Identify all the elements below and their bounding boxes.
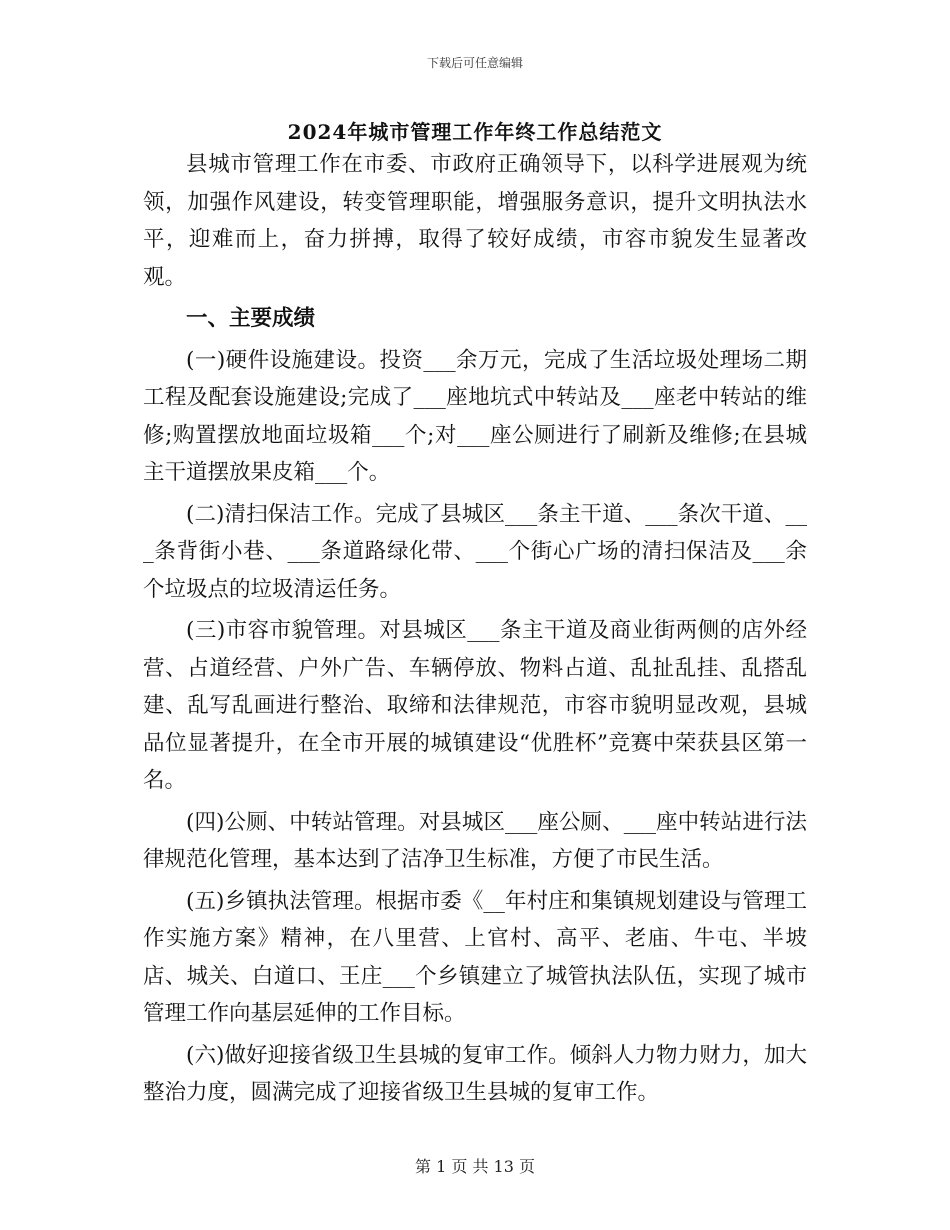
section-heading: 一、主要成绩 — [186, 306, 316, 331]
paragraph-township-enforcement: (五)乡镇执法管理。根据市委《__年村庄和集镇规划建设与管理工作实施方案》精神，在八里营、上官村、高平、老庙、牛屯、半坡店、城关、白道口、王庄___个乡镇建立了城管执法队伍，实现了城市管理工作向基层延伸的工作目标。 — [143, 888, 807, 1026]
paragraph-city-appearance: (三)市容市貌管理。对县城区___条主干道及商业街两侧的店外经营、占道经营、户外广告、车辆停放、物料占道、乱扯乱挂、乱搭乱建、乱写乱画进行整治、取缔和法律规范，市容市貌明显改观，县城品位显著提升，在全市开展的城镇建设“优胜杯”竞赛中荣获县区第一名。 — [143, 618, 807, 793]
document-body — [143, 146, 807, 1116]
document-title: 2024年城市管理工作年终工作总结范文 — [287, 120, 663, 144]
paragraph-cleaning: (二)清扫保洁工作。完成了县城区___条主干道、___条次干道、___条背街小巷、___条道路绿化带、___个街心广场的清扫保洁及___余个垃圾点的垃圾清运任务。 — [143, 501, 807, 602]
paragraph-hardware: (一)硬件设施建设。投资___余万元，完成了生活垃圾处理场二期工程及配套设施建设;完成了___座地坑式中转站及___座老中转站的维修;购置摆放地面垃圾箱___个;对___座公厕进行了刷新及维修;在县城主干道摆放果皮箱___个。 — [143, 347, 807, 485]
header-note: 下载后可任意编辑 — [426, 56, 523, 70]
paragraph-toilets: (四)公厕、中转站管理。对县城区___座公厕、___座中转站进行法律规范化管理，基本达到了洁净卫生标准，方便了市民生活。 — [143, 809, 807, 872]
paragraph-health-review: (六)做好迎接省级卫生县城的复审工作。倾斜人力物力财力，加大整治力度，圆满完成了迎接省级卫生县城的复审工作。 — [143, 1042, 807, 1105]
page-number: 第 1 页 共 13 页 — [415, 1157, 535, 1176]
intro-paragraph: 县城市管理工作在市委、市政府正确领导下，以科学进展观为统领，加强作风建设，转变管理职能，增强服务意识，提升文明执法水平，迎难而上，奋力拼搏，取得了较好成绩，市容市貌发生显著改观。 — [143, 152, 807, 290]
